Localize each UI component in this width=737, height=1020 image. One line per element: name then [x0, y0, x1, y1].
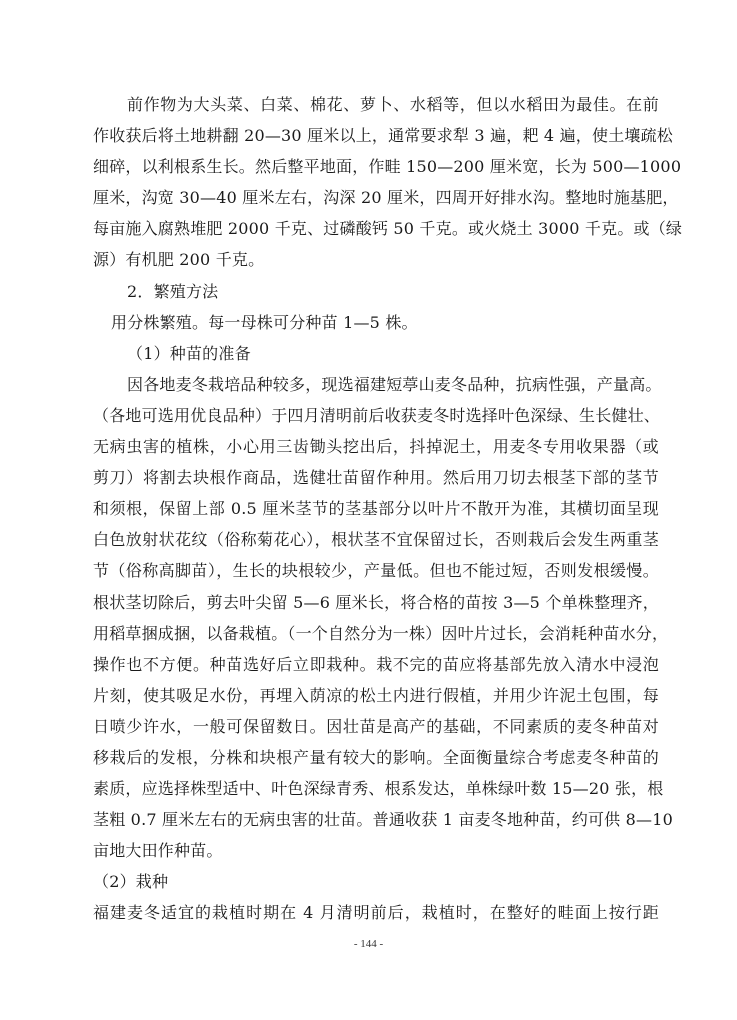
paragraph-line: （各地可选用优良品种）于四月清明前后收获麦冬时选择叶色深绿、生长健壮、 — [93, 405, 661, 425]
paragraph-line: 操作也不方便。种苗选好后立即栽种。栽不完的苗应将基部先放入清水中浸泡 — [93, 654, 659, 674]
paragraph-line: 源）有机肥 200 千克。 — [93, 250, 265, 270]
paragraph-line: 茎粗 0.7 厘米左右的无病虫害的壮苗。普通收获 1 亩麦冬地种苗，约可供 8—10 — [93, 810, 673, 830]
subsection-heading: （1）种苗的准备 — [127, 343, 251, 363]
paragraph-line: 节（俗称高脚苗），生长的块根较少，产量低。但也不能过短，否则发根缓慢。 — [93, 561, 659, 581]
paragraph-line: 作收获后将土地耕翻 20—30 厘米以上，通常要求犁 3 遍，耙 4 遍，使土壤疏松 — [93, 126, 673, 146]
paragraph-line: 前作物为大头菜、白菜、棉花、萝卜、水稻等，但以水稻田为最佳。在前 — [127, 95, 659, 114]
paragraph-line: 和须根，保留上部 0.5 厘米茎节的茎基部分以叶片不散开为准，其横切面呈现 — [93, 499, 659, 519]
paragraph-line: 用稻草捆成捆，以备栽植。（一个自然分为一株）因叶片过长，会消耗种苗水分， — [93, 623, 669, 643]
paragraph-line: 剪刀）将割去块根作商品，选健壮苗留作种用。然后用刀切去根茎下部的茎节 — [93, 468, 659, 488]
paragraph-line: 亩地大田作种苗。 — [93, 841, 223, 861]
paragraph-line: 用分株繁殖。每一母株可分种苗 1—5 株。 — [111, 312, 418, 332]
page-number: - 144 - — [353, 938, 384, 950]
paragraph-line: 厘米，沟宽 30—40 厘米左右，沟深 20 厘米，四周开好排水沟。整地时施基肥， — [93, 188, 679, 208]
paragraph-line: 因各地麦冬栽培品种较多，现选福建短葶山麦冬品种，抗病性强，产量高。 — [127, 374, 662, 394]
paragraph-line: 片刻，使其吸足水份，再埋入荫凉的松土内进行假植，并用少许泥土包围，每 — [93, 685, 659, 705]
paragraph-line: 根状茎切除后，剪去叶尖留 5—6 厘米长，将合格的苗按 3—5 个单株整理齐， — [93, 592, 659, 612]
document-body — [93, 89, 683, 929]
paragraph-line: 每亩施入腐熟堆肥 2000 千克、过磷酸钙 50 千克。或火烧土 3000 千克。或（绿 — [93, 219, 683, 239]
section-heading: 2．繁殖方法 — [127, 281, 219, 301]
paragraph-line: 素质，应选择株型适中、叶色深绿青秀、根系发达，单株绿叶数 15—20 张，根 — [93, 779, 664, 799]
paragraph-line: 细碎，以利根系生长。然后整平地面，作畦 150—200 厘米宽，长为 500—1000 — [93, 157, 682, 177]
paragraph-line: 无病虫害的植株，小心用三齿锄头挖出后，抖掉泥土，用麦冬专用收果器（或 — [93, 437, 659, 457]
paragraph-line: 白色放射状花纹（俗称菊花心），根状茎不宜保留过长，否则栽后会发生两重茎 — [93, 530, 659, 550]
paragraph-line: 福建麦冬适宜的栽植时期在 4 月清明前后，栽植时，在整好的畦面上按行距 — [93, 903, 659, 923]
paragraph-line: 日喷少许水，一般可保留数日。因壮苗是高产的基础，不同素质的麦冬种苗对 — [93, 716, 659, 736]
paragraph-line: 移栽后的发根，分株和块根产量有较大的影响。全面衡量综合考虑麦冬种苗的 — [93, 747, 659, 767]
subsection-heading: （2）栽种 — [93, 872, 169, 892]
